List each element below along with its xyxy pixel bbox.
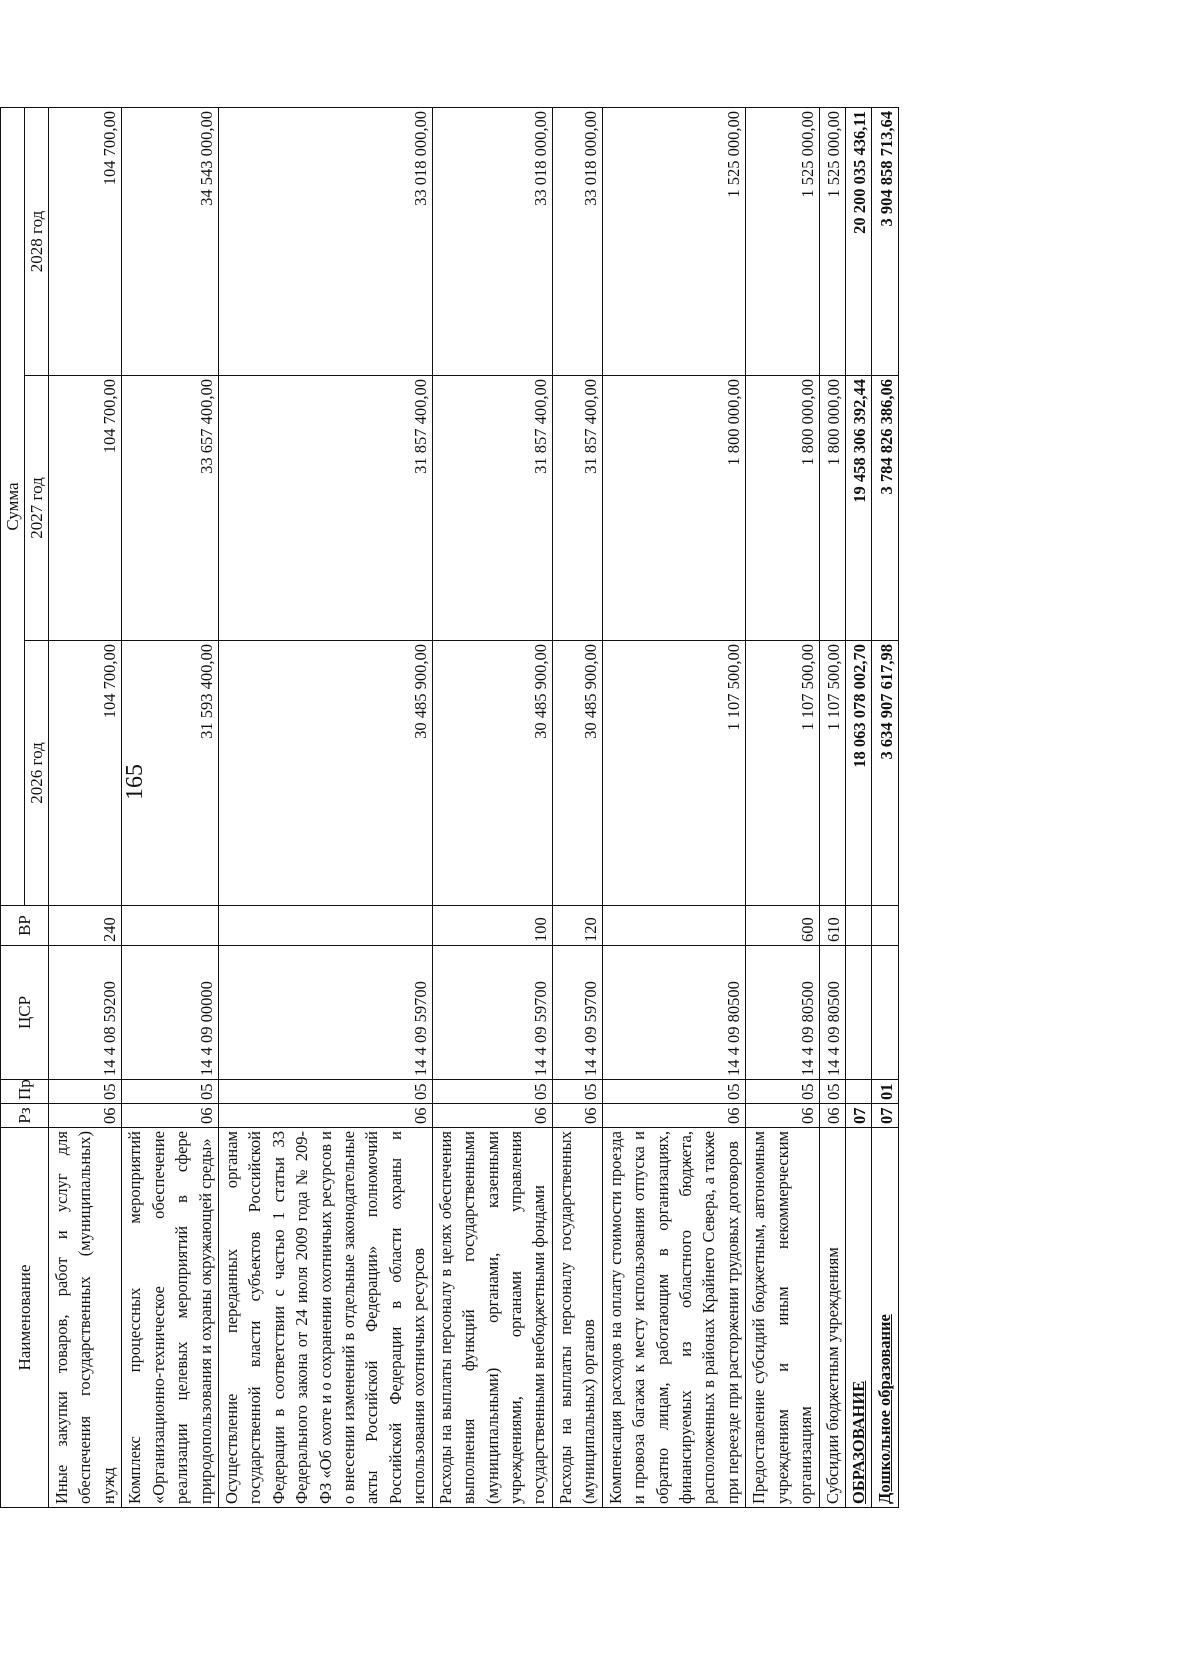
cell-pr: 05 — [552, 1080, 602, 1104]
cell-y2028: 20 200 035 436,11 — [845, 107, 871, 375]
cell-rz: 06 — [552, 1104, 602, 1128]
header-2026: 2026 год — [25, 641, 49, 906]
cell-csr: 14 4 09 00000 — [122, 946, 219, 1080]
table-row — [602, 107, 746, 1507]
cell-y2027: 1 800 000,00 — [746, 376, 819, 641]
cell-y2027: 1 800 000,00 — [819, 376, 845, 641]
table-row — [49, 107, 122, 1507]
table-body — [49, 107, 899, 1507]
cell-name: Компенсация расходов на оплату стоимости проезда и провоза багажа к месту использования отпуска и обратно лицам, работающим в организациях, финансируемых из областного бюджета, расположенных в районах Крайнего Севера, а также при переезде при расторжении трудовых договоров — [602, 1128, 746, 1508]
cell-csr: 14 4 09 80500 — [602, 946, 746, 1080]
cell-name: Иные закупки товаров, работ и услуг для обеспечения государственных (муниципальных) нужд — [49, 1128, 122, 1508]
cell-y2026: 1 107 500,00 — [819, 641, 845, 906]
cell-csr: 14 4 09 59700 — [552, 946, 602, 1080]
cell-pr: 05 — [49, 1080, 122, 1104]
cell-y2028: 34 543 000,00 — [122, 107, 219, 375]
cell-y2027: 3 784 826 386,06 — [872, 376, 898, 641]
cell-name: Дошкольное образование — [872, 1128, 898, 1508]
cell-rz: 07 — [845, 1104, 871, 1128]
cell-rz: 06 — [819, 1104, 845, 1128]
header-2027: 2027 год — [25, 376, 49, 641]
cell-name: Комплекс процессных мероприятий «Организационно-техническое обеспечение реализации целевых мероприятий в сфере природопользования и охраны окружающей среды» — [122, 1128, 219, 1508]
cell-pr — [845, 1080, 871, 1104]
cell-csr: 14 4 09 80500 — [819, 946, 845, 1080]
header-2028: 2028 год — [25, 107, 49, 375]
cell-y2027: 104 700,00 — [49, 376, 122, 641]
cell-y2028: 33 018 000,00 — [552, 107, 602, 375]
cell-name: Осуществление переданных органам государственной власти субъектов Российской Федерации в соответствии с частью 1 статьи 33 Федерального закона от 24 июля 2009 года № 209-ФЗ «Об охоте и о сохранении охотничьих ресурсов и о внесении изменений в отдельные законодательные акты Российской Федерации» полномочий Российской Федерации в области охраны и использования охотничьих ресурсов — [218, 1128, 432, 1508]
cell-vr — [845, 906, 871, 946]
cell-name: Субсидии бюджетным учреждениям — [819, 1128, 845, 1508]
cell-y2027: 31 857 400,00 — [432, 376, 552, 641]
cell-vr: 120 — [552, 906, 602, 946]
header-csr: ЦСР — [1, 946, 49, 1080]
budget-table — [0, 107, 899, 1508]
cell-vr — [602, 906, 746, 946]
cell-vr: 610 — [819, 906, 845, 946]
cell-pr: 05 — [746, 1080, 819, 1104]
cell-pr: 05 — [218, 1080, 432, 1104]
cell-csr: 14 4 08 59200 — [49, 946, 122, 1080]
cell-y2026: 30 485 900,00 — [432, 641, 552, 906]
table-row — [432, 107, 552, 1507]
cell-y2028: 1 525 000,00 — [746, 107, 819, 375]
header-sum: Сумма — [1, 107, 25, 905]
cell-rz: 07 — [872, 1104, 898, 1128]
cell-vr: 240 — [49, 906, 122, 946]
cell-y2028: 104 700,00 — [49, 107, 122, 375]
cell-pr: 05 — [819, 1080, 845, 1104]
cell-rz: 06 — [746, 1104, 819, 1128]
header-pr: Пр — [1, 1080, 49, 1104]
header-vr: ВР — [1, 906, 49, 946]
cell-name: Расходы на выплаты персоналу в целях обеспечения выполнения функций государственными (муниципальными) органами, казенными учреждениями, органами управления государственными внебюджетными фондами — [432, 1128, 552, 1508]
cell-name: Расходы на выплаты персоналу государственных (муниципальных) органов — [552, 1128, 602, 1508]
cell-y2026: 30 485 900,00 — [552, 641, 602, 906]
cell-csr: 14 4 09 59700 — [218, 946, 432, 1080]
cell-rz: 06 — [122, 1104, 219, 1128]
cell-pr: 01 — [872, 1080, 898, 1104]
cell-y2028: 1 525 000,00 — [819, 107, 845, 375]
cell-vr — [122, 906, 219, 946]
cell-pr: 05 — [432, 1080, 552, 1104]
cell-y2028: 1 525 000,00 — [602, 107, 746, 375]
cell-rz: 06 — [432, 1104, 552, 1128]
cell-pr: 05 — [122, 1080, 219, 1104]
table-row — [819, 107, 845, 1507]
table-row — [746, 107, 819, 1507]
rotated-table-container — [0, 108, 896, 1508]
cell-rz: 06 — [49, 1104, 122, 1128]
cell-y2027: 19 458 306 392,44 — [845, 376, 871, 641]
cell-csr — [845, 946, 871, 1080]
cell-y2026: 18 063 078 002,70 — [845, 641, 871, 906]
cell-y2027: 31 857 400,00 — [218, 376, 432, 641]
cell-rz: 06 — [218, 1104, 432, 1128]
table-row — [122, 107, 219, 1507]
cell-y2026: 31 593 400,00 — [122, 641, 219, 906]
table-row — [872, 107, 898, 1507]
cell-name: Предоставление субсидий бюджетным, автономным учреждениям и иным некоммерческим организациям — [746, 1128, 819, 1508]
table-row — [845, 107, 871, 1507]
cell-csr: 14 4 09 80500 — [746, 946, 819, 1080]
table-row — [218, 107, 432, 1507]
page-number: 165 — [122, 764, 148, 800]
cell-vr: 100 — [432, 906, 552, 946]
cell-name: ОБРАЗОВАНИЕ — [845, 1128, 871, 1508]
cell-y2027: 33 657 400,00 — [122, 376, 219, 641]
cell-y2027: 1 800 000,00 — [602, 376, 746, 641]
table-row — [552, 107, 602, 1507]
cell-y2027: 31 857 400,00 — [552, 376, 602, 641]
cell-y2026: 104 700,00 — [49, 641, 122, 906]
cell-y2026: 1 107 500,00 — [746, 641, 819, 906]
header-rz: Рз — [1, 1104, 49, 1128]
cell-y2026: 30 485 900,00 — [218, 641, 432, 906]
cell-y2026: 1 107 500,00 — [602, 641, 746, 906]
cell-pr: 05 — [602, 1080, 746, 1104]
cell-y2028: 3 904 858 713,64 — [872, 107, 898, 375]
cell-rz: 06 — [602, 1104, 746, 1128]
cell-csr — [872, 946, 898, 1080]
cell-csr: 14 4 09 59700 — [432, 946, 552, 1080]
cell-y2028: 33 018 000,00 — [432, 107, 552, 375]
cell-y2028: 33 018 000,00 — [218, 107, 432, 375]
cell-y2026: 3 634 907 617,98 — [872, 641, 898, 906]
cell-vr: 600 — [746, 906, 819, 946]
header-name: Наименование — [1, 1128, 49, 1508]
cell-vr — [872, 906, 898, 946]
cell-vr — [218, 906, 432, 946]
